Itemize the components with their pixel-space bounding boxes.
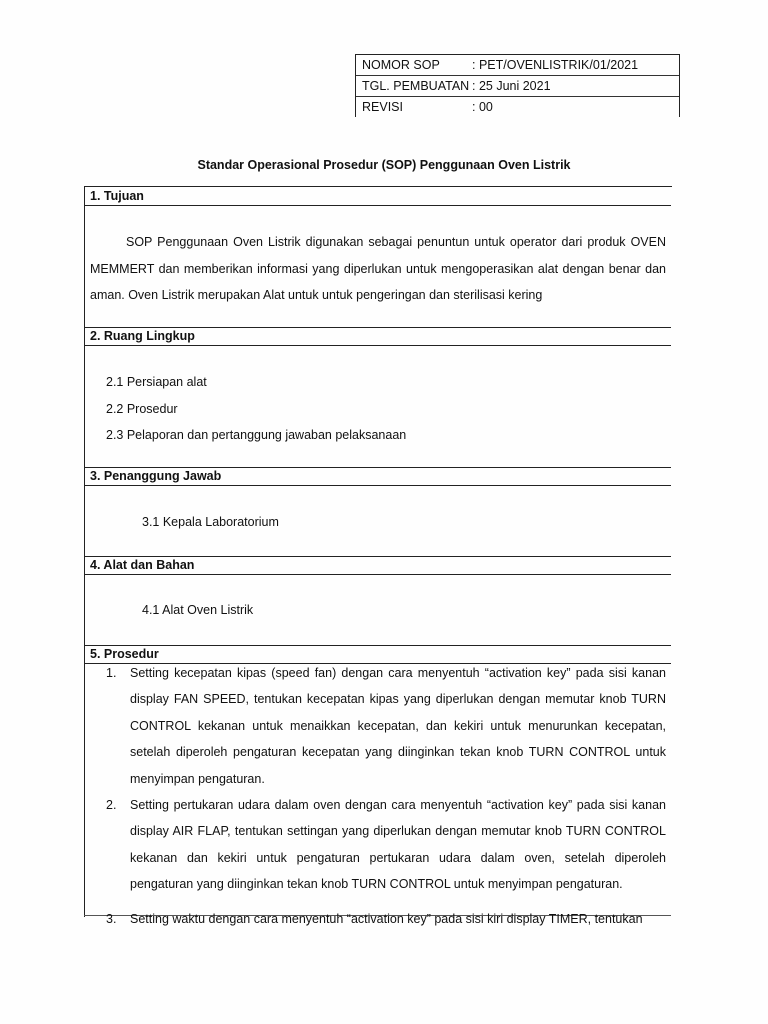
meta-value: : 00 — [472, 100, 493, 114]
meta-value: : 25 Juni 2021 — [472, 79, 551, 93]
section-heading-label: 1. Tujuan — [90, 189, 144, 203]
meta-key: NOMOR SOP — [362, 58, 440, 72]
step-number: 1. — [106, 666, 117, 680]
step-number: 3. — [106, 911, 117, 926]
section-heading-tujuan — [84, 188, 671, 206]
meta-row-revisi — [356, 97, 679, 117]
section-heading-penanggung-jawab — [84, 468, 671, 486]
tujuan-paragraph — [90, 229, 666, 309]
responsible-item: 3.1 Kepala Laboratorium — [142, 515, 279, 529]
procedure-step — [90, 792, 666, 898]
meta-key: TGL. PEMBUATAN — [362, 79, 470, 93]
scope-item: 2.2 Prosedur — [106, 402, 178, 416]
procedure-step — [90, 660, 666, 792]
meta-value: : PET/OVENLISTRIK/01/2021 — [472, 58, 639, 72]
meta-key: REVISI — [362, 100, 403, 114]
section-heading-label: 5. Prosedur — [90, 647, 159, 661]
section-heading-alat-bahan — [84, 557, 671, 575]
meta-row-tanggal — [356, 76, 679, 97]
step-text: Setting kecepatan kipas (speed fan) dengan cara menyentuh “activation key” pada sisi kanan display FAN SPEED, tentukan kecepatan kipas yang diperlukan dengan memutar knob TURN CONTROL kekanan untuk menaikkan kecepatan, dan kekiri untuk menurunkan kecepatan, setelah diperoleh pengaturan kecepatan yang diinginkan tekan knob TURN CONTROL untuk menyimpan pengaturan. — [130, 666, 666, 786]
meta-row-nomor — [356, 55, 679, 76]
section-heading-label: 4. Alat dan Bahan — [90, 558, 195, 572]
equipment-item: 4.1 Alat Oven Listrik — [142, 603, 254, 617]
document-title: Standar Operasional Prosedur (SOP) Penggunaan Oven Listrik — [197, 158, 571, 172]
step-number: 2. — [106, 798, 117, 813]
procedure-list — [90, 660, 666, 932]
procedure-step — [90, 906, 666, 932]
section-heading-ruang-lingkup — [84, 328, 671, 346]
step-text: Setting waktu dengan cara menyentuh “activation key” pada sisi kiri display TIMER, tentukan — [130, 911, 643, 926]
section-heading-label: 3. Penanggung Jawab — [90, 469, 222, 483]
section-heading-label: 2. Ruang Lingkup — [90, 329, 195, 343]
step-text: Setting pertukaran udara dalam oven dengan cara menyentuh “activation key” pada sisi kanan display AIR FLAP, tentukan settingan yang diperlukan dengan memutar knob TURN CONTROL kekanan dan kekiri untuk pengaturan pertukaran udara dalam oven, setelah diperoleh pengaturan yang diinginkan tekan knob TURN CONTROL untuk menyimpan pengaturan. — [130, 798, 666, 892]
scope-item: 2.1 Persiapan alat — [106, 375, 207, 389]
scope-item: 2.3 Pelaporan dan pertanggung jawaban pelaksanaan — [106, 428, 407, 442]
tujuan-text: SOP Penggunaan Oven Listrik digunakan sebagai penuntun untuk operator dari produk OVEN MEMMERT dan memberikan informasi yang diperlukan untuk mengoperasikan alat dengan benar dan aman. Oven Listrik merupakan Alat untuk untuk pengeringan dan sterilisasi kering — [90, 235, 666, 302]
sop-meta-table — [355, 54, 680, 117]
